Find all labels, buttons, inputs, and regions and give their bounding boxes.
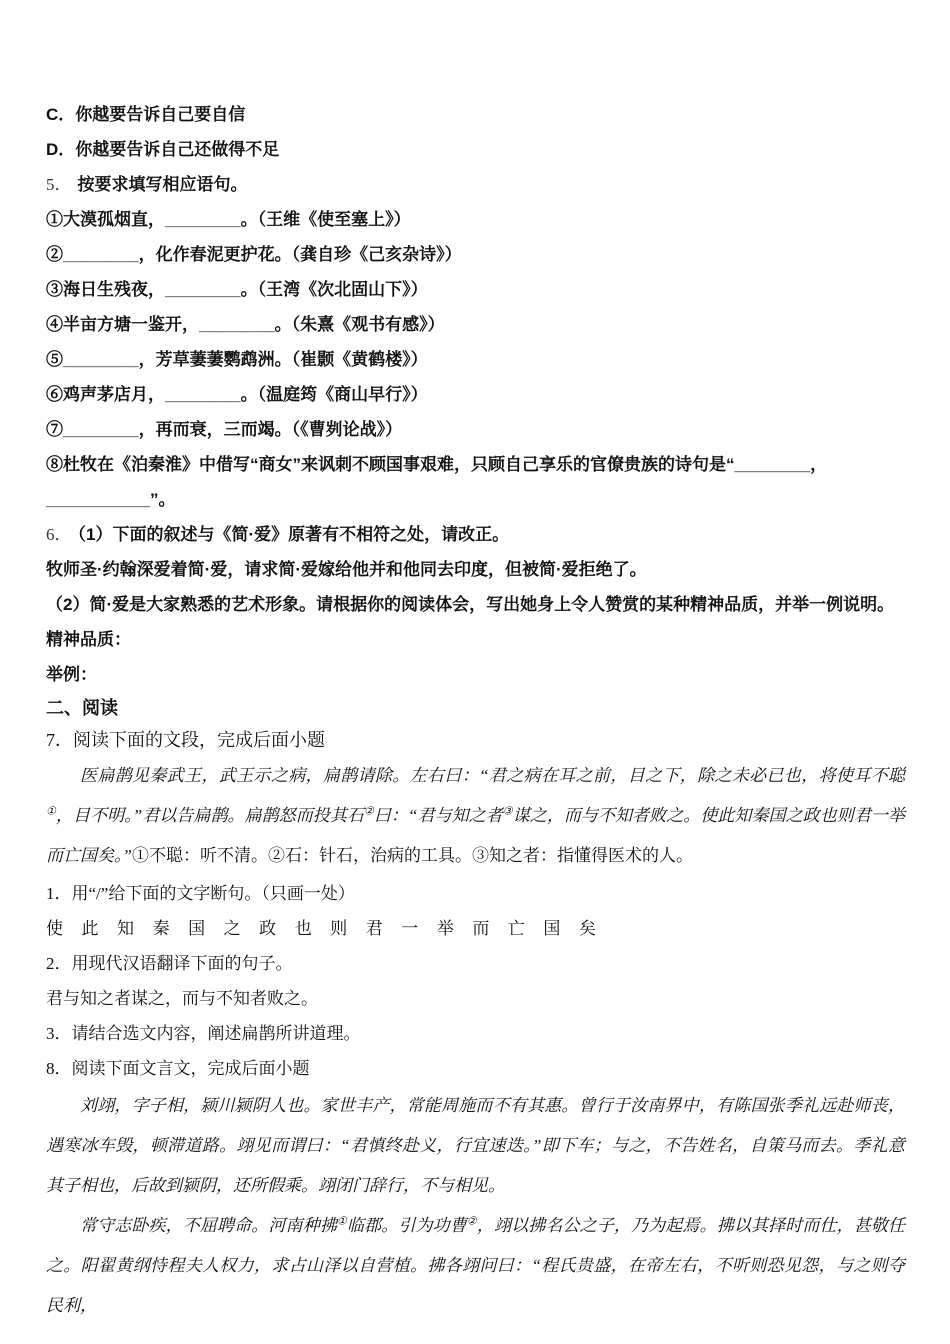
q5-item-8: ⑧杜牧在《泊秦淮》中借写“商女”来讽刺不顾国事艰难，只顾自己享乐的官僚贵族的诗句是“________，___________”。 [46, 455, 828, 509]
note-marker-5: ② [466, 1215, 477, 1228]
note-marker-3: ③ [502, 805, 513, 818]
q8-header: 8．阅读下面文言文，完成后面小题 [46, 1059, 310, 1078]
q5-item-4: ④半亩方塘一鉴开，________。（朱熹《观书有感》） [46, 315, 445, 334]
q6-part1: （1）下面的叙述与《简·爱》原著有不相符之处，请改正。 [77, 525, 510, 544]
q6-label-example: 举例： [46, 665, 97, 684]
note-marker-4: ① [336, 1215, 347, 1228]
q7-passage-notes: ①不聪：听不清。②石：针石，治病的工具。③知之者：指懂得医术的人。 [131, 846, 693, 865]
option-d: D．你越要告诉自己还做得不足 [46, 140, 280, 159]
q5-title: 按要求填写相应语句。 [77, 175, 248, 194]
q7-header: 7．阅读下面的文段，完成后面小题 [46, 730, 325, 750]
q7-passage-text-3: 曰：“君与知之者 [373, 806, 503, 825]
q7-break-sentence: 使 此 知 秦 国 之 政 也 则 君 一 举 而 亡 国 矣 [46, 919, 604, 938]
q6-part2: （2）简·爱是大家熟悉的艺术形象。请根据你的阅读体会，写出她身上令人赞赏的某种精神品质，并举一例说明。 [46, 595, 895, 614]
note-marker-2: ② [363, 805, 374, 818]
section-2-heading: 二、阅读 [46, 698, 118, 718]
q6-header [46, 517, 905, 552]
q6-statement: 牧师圣·约翰深爱着简·爱，请求简·爱嫁给他并和他同去印度，但被简·爱拒绝了。 [46, 560, 647, 579]
q8-paragraph-1: 刘翊，字子相，颍川颍阴人也。家世丰产，常能周施而不有其惠。曾行于汝南界中，有陈国张季礼远赴师丧，遇寒冰车毁，顿滞道路。翊见而谓曰：“君慎终赴义，行宜速迭。”即下车；与之，不告姓名，自策马而去。季礼意其子相也，后故到颍阴，还所假乘。翊闭门辞行，不与相见。 [46, 1096, 905, 1195]
q5-item-5: ⑤________，芳草萋萋鹦鹉洲。（崔颢《黄鹤楼》） [46, 350, 428, 369]
q7-translate-sentence: 君与知之者谋之，而与不知者败之。 [46, 989, 318, 1008]
q5-number: 5． [46, 175, 72, 194]
q7-sub2: 2．用现代汉语翻译下面的句子。 [46, 954, 293, 973]
q7-passage-text-1: 医扁鹊见秦武王，武王示之病，扁鹊请除。左右曰：“君之病在耳之前，目之下，除之未必已也，将使耳不聪 [80, 766, 905, 785]
q6-number: 6． [46, 525, 72, 544]
q5-header [46, 167, 905, 202]
q5-item-2: ②________，化作春泥更护花。（龚自珍《己亥杂诗》） [46, 245, 462, 264]
q5-item-7: ⑦________，再而衰，三而竭。（《曹刿论战》） [46, 420, 403, 439]
q7-sub3: 3．请结合选文内容，阐述扁鹊所讲道理。 [46, 1024, 361, 1043]
q7-passage [46, 756, 905, 876]
option-c: C．你越要告诉自己要自信 [46, 105, 246, 124]
q6-label-quality: 精神品质： [46, 630, 131, 649]
q8-paragraph-2 [46, 1206, 905, 1326]
q5-item-3: ③海日生残夜，________。（王湾《次北固山下》） [46, 280, 428, 299]
q5-item-1: ①大漠孤烟直，________。（王维《使至塞上》） [46, 210, 411, 229]
q8-passage-text-1: 常守志卧疾，不屈聘命。河南种拂 [80, 1216, 337, 1235]
q5-item-6: ⑥鸡声茅店月，________。（温庭筠《商山早行》） [46, 385, 428, 404]
q7-sub1: 1．用“/”给下面的文字断句。（只画一处） [46, 884, 355, 903]
exam-page [46, 97, 905, 1326]
q7-passage-text-4: 谋之，而与不知者败之。使此知秦国之政也则君一举而亡国矣。” [46, 806, 905, 865]
q7-passage-text-2: ，目不明。”君以告扁鹊。扁鹊怒而投其石 [55, 806, 364, 825]
note-marker-1: ① [46, 805, 56, 818]
q8-passage-text-2: 临郡。引为功曹 [346, 1216, 467, 1235]
q8-passage-text-3: ，翊以拂名公之子，乃为起焉。拂以其择时而仕，甚敬任之。阳翟黄纲恃程夫人权力，求占山泽以自营植。拂各翊问曰：“程氏贵盛，在帝左右，不听则恐见怨，与之则夺民利， [46, 1216, 905, 1315]
